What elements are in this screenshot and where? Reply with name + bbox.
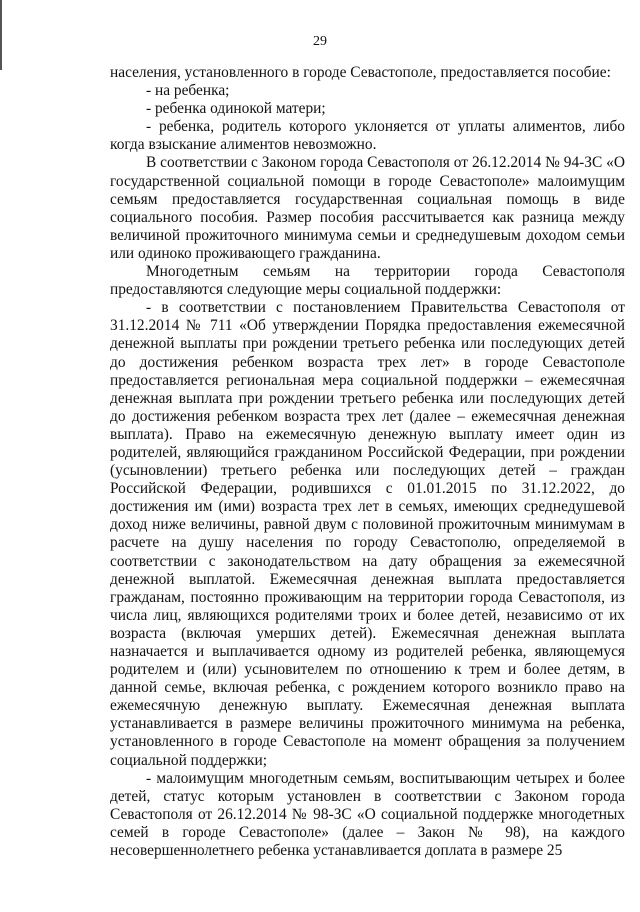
paragraph-1: населения, установленного в городе Севастополе, предоставляется пособие: <box>110 64 611 81</box>
list-item-single-mother: - ребенка одинокой матери; <box>146 100 326 118</box>
paragraph-large-families: Многодетным семьям на территории города Севастополя предоставляются следующие меры социальной поддержки: <box>110 263 625 299</box>
page-number: 29 <box>313 34 327 49</box>
list-item-low-income-families: - малоимущим многодетным семьям, воспитывающим четырех и более детей, статус которым установлен в соответствии с Законом города Севастополя от 26.12.2014 № 98-ЗС «О социальной поддержке многодетных семей в городе Севастополе» (далее – Закон № 98), на каждого несовершеннолетнего ребенка устанавливается доплата в размере 25 <box>110 769 625 860</box>
document-body <box>110 64 625 860</box>
paragraph-social-aid-law: В соответствии с Законом города Севастополя от 26.12.2014 № 94-ЗС «О государственной социальной помощи в городе Севастополе» малоимущим семьям предоставляется государственная социальная помощь в виде социального пособия. Размер пособия рассчитывается как разница между величиной прожиточного минимума семьи и среднедушевым доходом семьи или одиноко проживающего гражданина. <box>110 154 625 262</box>
list-item-child: - на ребенка; <box>146 82 230 100</box>
list-item-alimony: - ребенка, родитель которого уклоняется от уплаты алиментов, либо когда взыскание алиментов невозможно. <box>110 118 625 154</box>
list-item-monthly-payment: - в соответствии с постановлением Правительства Севастополя от 31.12.2014 № 711 «Об утверждении Порядка предоставления ежемесячной денежной выплаты при рождении третьего ребенка или последующих детей до достижения ребенком возраста трех лет» в городе Севастополе предоставляется региональная мера социальной поддержки – ежемесячная денежная выплата при рождении третьего ребенка или последующих детей до достижения ребенком возраста трех лет (далее – ежемесячная денежная выплата). Право на ежемесячную денежную выплату имеет один из родителей, являющийся гражданином Российской Федерации, при рождении (усыновлении) третьего ребенка или последующих детей – граждан Российской Федерации, родившихся с 01.01.2015 по 31.12.2022, до достижения им (ими) возраста трех лет в семьях, имеющих среднедушевой доход ниже величины, равной двум с половиной прожиточным минимумам в расчете на душу населения по городу Севастополю, определяемой в соответствии с законодательством на дату обращения за ежемесячной денежной выплатой. Ежемесячная денежная выплата предоставляется гражданам, постоянно проживающим на территории города Севастополя, из числа лиц, являющихся родителями троих и более детей, независимо от их возраста (включая умерших детей). Ежемесячная денежная выплата назначается и выплачивается одному из родителей ребенка, являющемуся родителем и (или) усыновителем по отношению к трем и более детям, в данной семье, включая ребенка, с рождением которого возникло право на ежемесячную денежную выплату. Ежемесячная денежная выплата устанавливается в размере величины прожиточного минимума на ребенка, установленного в городе Севастополе на момент обращения за получением социальной поддержки; <box>110 299 625 769</box>
